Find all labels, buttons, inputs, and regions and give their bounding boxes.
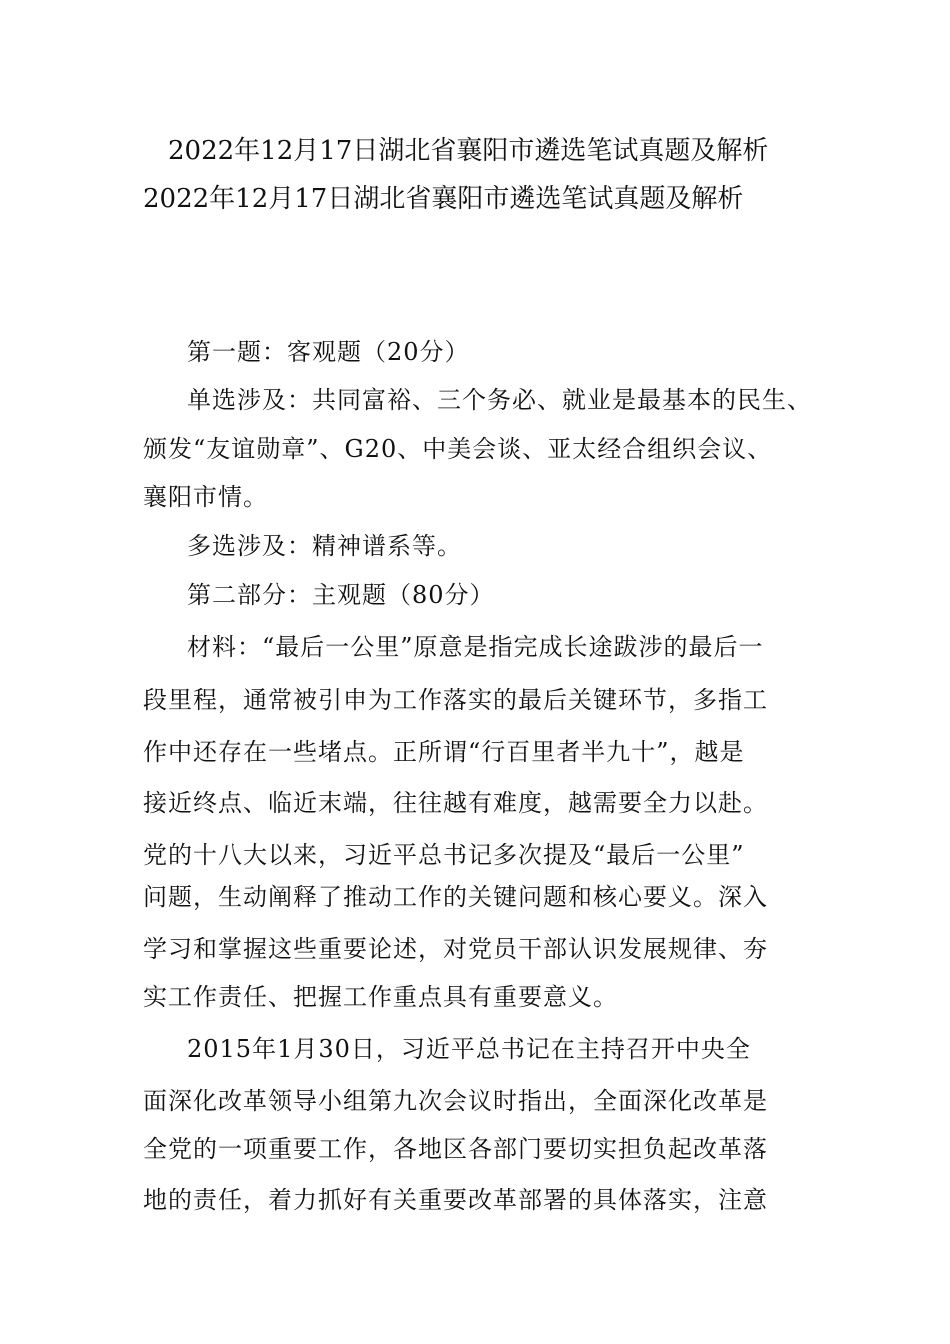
document-title-repeat: 2022年12月17日湖北省襄阳市遴选笔试真题及解析 bbox=[143, 184, 744, 214]
body-line: 地的责任，着力抓好有关重要改革部署的具体落实，注意 bbox=[143, 1186, 768, 1214]
body-line: 襄阳市情。 bbox=[143, 483, 268, 511]
section-heading-subjective: 第二部分：主观题（80分） bbox=[187, 581, 495, 609]
body-line: 多选涉及：精神谱系等。 bbox=[187, 532, 462, 560]
body-line: 接近终点、临近末端，往往越有难度，越需要全力以赴。 bbox=[143, 789, 768, 817]
body-line: 段里程，通常被引申为工作落实的最后关键环节，多指工 bbox=[143, 686, 768, 714]
section-heading-objective: 第一题：客观题（20分） bbox=[187, 338, 470, 366]
body-line: 党的十八大以来，习近平总书记多次提及“最后一公里” bbox=[143, 841, 745, 869]
body-line: 材料：“最后一公里”原意是指完成长途跋涉的最后一 bbox=[187, 633, 764, 661]
body-line: 学习和掌握这些重要论述，对党员干部认识发展规律、夯 bbox=[143, 935, 768, 963]
body-line: 实工作责任、把握工作重点具有重要意义。 bbox=[143, 983, 618, 1011]
body-line: 单选涉及：共同富裕、三个务必、就业是最基本的民生、 bbox=[187, 386, 812, 414]
body-line: 2015年1月30日，习近平总书记在主持召开中央全 bbox=[187, 1035, 751, 1063]
document-title: 2022年12月17日湖北省襄阳市遴选笔试真题及解析 bbox=[168, 136, 769, 166]
body-line: 问题，生动阐释了推动工作的关键问题和核心要义。深入 bbox=[143, 883, 768, 911]
body-line: 作中还存在一些堵点。正所谓“行百里者半九十”，越是 bbox=[143, 738, 745, 766]
body-line: 颁发“友谊勋章”、G20、中美会谈、亚太经合组织会议、 bbox=[143, 435, 773, 463]
body-line: 全党的一项重要工作，各地区各部门要切实担负起改革落 bbox=[143, 1135, 768, 1163]
body-line: 面深化改革领导小组第九次会议时指出，全面深化改革是 bbox=[143, 1087, 768, 1115]
